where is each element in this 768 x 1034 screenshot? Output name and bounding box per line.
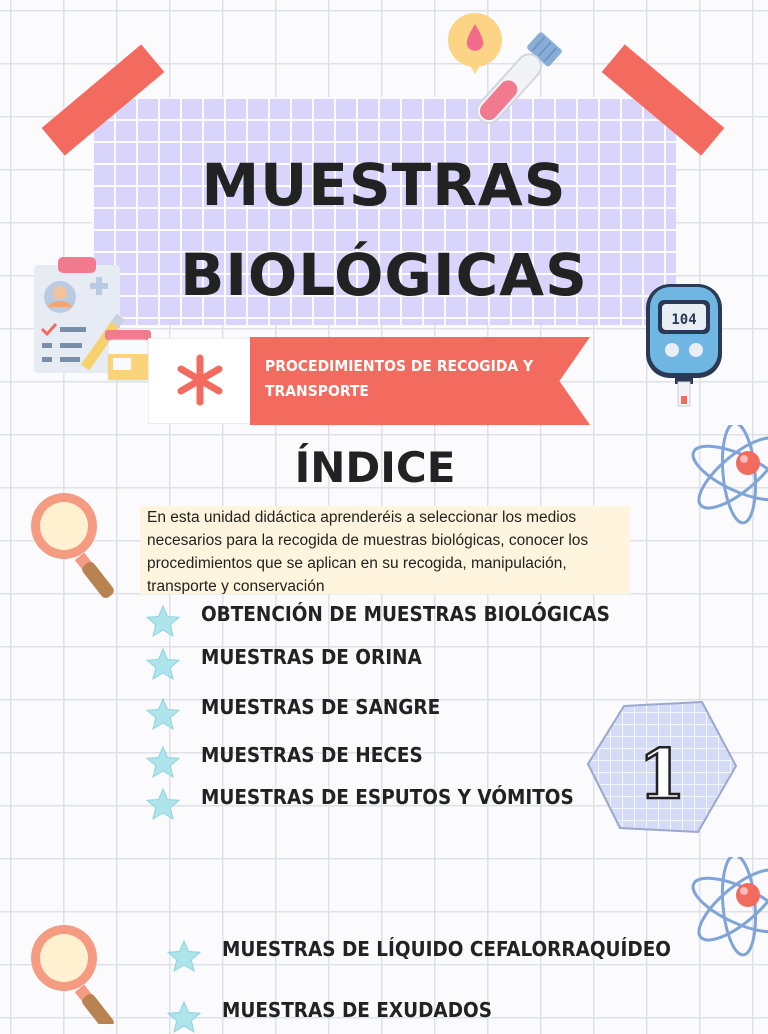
atom-icon-2 — [684, 857, 768, 957]
star-icon — [166, 1000, 202, 1034]
star-icon — [145, 787, 181, 821]
index-item: OBTENCIÓN DE MUESTRAS BIOLÓGICAS — [201, 602, 610, 626]
banner-subtitle: PROCEDIMIENTOS DE RECOGIDA Y TRANSPORTE — [265, 357, 534, 400]
star-icon — [145, 647, 181, 681]
test-tube-icon — [455, 25, 575, 140]
atom-icon — [684, 425, 768, 525]
index-item: MUESTRAS DE SANGRE — [201, 695, 441, 719]
index-item: MUESTRAS DE HECES — [201, 743, 423, 767]
index-item: MUESTRAS DE ESPUTOS Y VÓMITOS — [201, 785, 574, 809]
glucometer-display: 104 — [671, 312, 697, 328]
magnifier-icon — [28, 488, 120, 604]
star-icon — [166, 939, 202, 973]
index-item: MUESTRAS DE EXUDADOS — [222, 998, 492, 1022]
index-heading: ÍNDICE — [294, 443, 456, 492]
glucometer-icon — [642, 282, 726, 408]
chapter-badge — [586, 700, 738, 836]
star-icon — [145, 604, 181, 638]
chapter-number: 1 — [638, 735, 686, 815]
page-title — [92, 140, 676, 320]
title-line-2: BIOLÓGICAS — [180, 241, 588, 309]
title-line-1: MUESTRAS — [201, 151, 567, 219]
star-icon — [145, 745, 181, 779]
star-icon — [145, 697, 181, 731]
index-item: MUESTRAS DE LÍQUIDO CEFALORRAQUÍDEO — [222, 937, 671, 961]
index-item: MUESTRAS DE ORINA — [201, 645, 422, 669]
magnifier-icon-2 — [28, 918, 120, 1024]
specimen-jar-icon — [103, 328, 153, 382]
intro-paragraph: En esta unidad didáctica aprenderéis a seleccionar los medios necesarios para la recogida de muestras biológicas, conocer los procedimientos que se aplican en su recogida, manipulación, transporte y conservación — [140, 506, 630, 594]
asterisk-icon — [172, 352, 228, 408]
